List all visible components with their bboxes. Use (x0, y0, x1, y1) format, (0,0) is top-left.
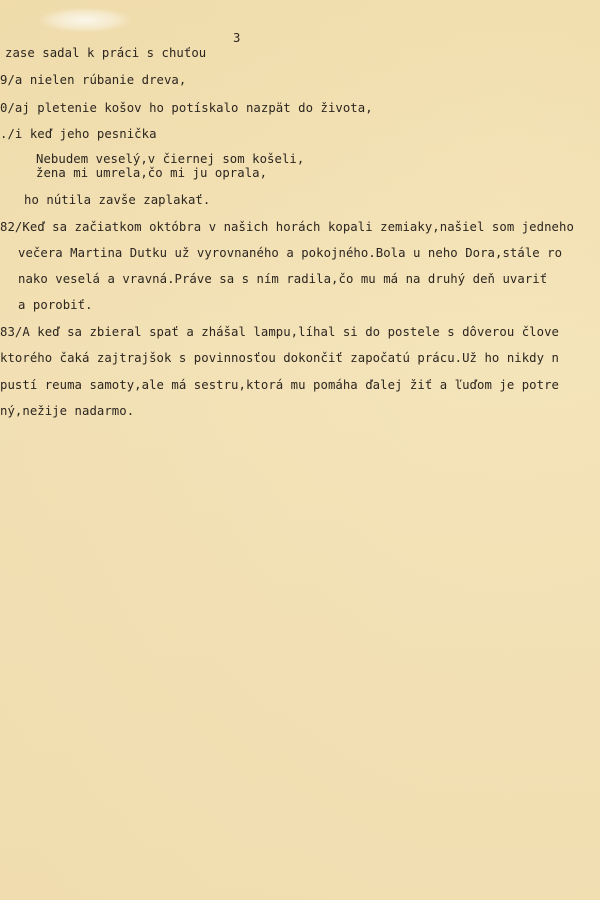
page-number: 3 (233, 31, 241, 45)
text-line: ./i keď jeho pesnička (0, 127, 157, 141)
paper-fold-mark (40, 8, 130, 32)
text-line: nako veselá a vravná.Práve sa s ním radila,čo mu má na druhý deň uvariť (18, 272, 548, 286)
text-line: 9/a nielen rúbanie dreva, (0, 73, 187, 87)
text-line: ný,nežije nadarmo. (0, 404, 135, 418)
text-line: zase sadal k práci s chuťou (5, 46, 207, 60)
text-line: 83/A keď sa zbieral spať a zhášal lampu,líhal si do postele s dôverou člove (0, 325, 560, 339)
poem-line: žena mi umrela,čo mi ju oprala, (36, 166, 268, 180)
poem-line: Nebudem veselý,v čiernej som košeli, (36, 152, 305, 166)
text-line: pustí reuma samoty,ale má sestru,ktorá mu pomáha ďalej žiť a ľuďom je potre (0, 378, 560, 392)
text-line: ho nútila zavše zaplakať. (24, 193, 211, 207)
text-line: večera Martina Dutku už vyrovnaného a pokojného.Bola u neho Dora,stále ro (18, 246, 563, 260)
text-line: 0/aj pletenie košov ho potískalo nazpät do života, (0, 101, 373, 115)
text-line: ktorého čaká zajtrajšok s povinnosťou dokončiť započatú prácu.Už ho nikdy n (0, 351, 560, 365)
text-line: 82/Keď sa začiatkom októbra v našich horách kopali zemiaky,našiel som jedneho (0, 220, 574, 234)
text-line: a porobiť. (18, 298, 93, 312)
